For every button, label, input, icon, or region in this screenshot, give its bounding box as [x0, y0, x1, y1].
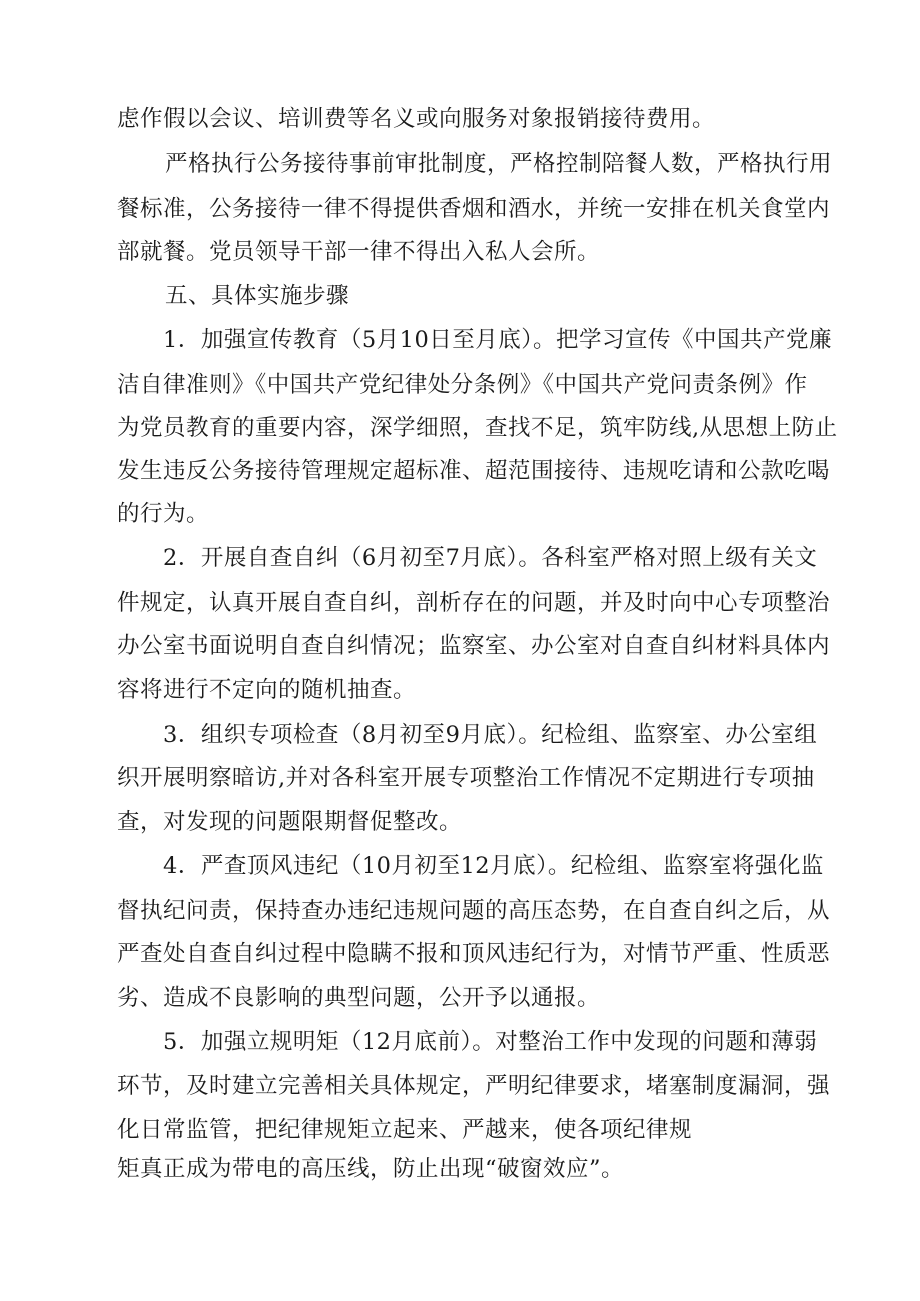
- step-1-heading-line: 1．加强宣传教育（5月10日至月底）。把学习宣传《中国共产党廉: [163, 327, 833, 353]
- text-line: 织开展明察暗访,并对各科室开展专项整治工作情况不定期进行专项抽: [117, 765, 815, 791]
- text-line: 洁自律准则》《中国共产党纪律处分条例》《中国共产党问责条例》作: [117, 372, 808, 398]
- text-line: 督执纪问责，保持查办违纪违规问题的高压态势，在自查自纠之后，从: [117, 898, 831, 924]
- step-2-heading-line: 2．开展自查自纠（6月初至7月底）。各科室严格对照上级有关文: [163, 545, 818, 571]
- step-4-heading-line: 4．严查顶风违纪（10月初至12月底）。纪检组、监察室将强化监: [163, 853, 824, 879]
- text-line: 劣、造成不良影响的典型问题，公开予以通报。: [117, 985, 601, 1011]
- text-line: 为党员教育的重要内容，深学细照，查找不足，筑牢防线,从思想上防止: [117, 415, 838, 441]
- text-line: 发生违反公务接待管理规定超标准、超范围接待、违规吃请和公款吃喝: [117, 458, 831, 484]
- text-line: 虑作假以会议、培训费等名义或向服务对象报销接待费用。: [117, 106, 716, 132]
- text-line: 部就餐。党员领导干部一律不得出入私人会所。: [117, 239, 601, 265]
- text-line: 件规定，认真开展自查自纠，剖析存在的问题，并及时向中心专项整治: [117, 590, 831, 616]
- text-line: 办公室书面说明自查自纠情况；监察室、办公室对自查自纠材料具体内: [117, 633, 831, 659]
- section-heading: 五、具体实施步骤: [165, 283, 350, 309]
- text-line: 的行为。: [117, 501, 210, 527]
- text-line: 化日常监管，把纪律规矩立起来、严越来，使各项纪律规: [117, 1117, 693, 1143]
- text-line: 查，对发现的问题限期督促整改。: [117, 809, 463, 835]
- text-line: 环节，及时建立完善相关具体规定，严明纪律要求，堵塞制度漏洞，强: [117, 1073, 831, 1099]
- step-3-heading-line: 3．组织专项检查（8月初至9月底）。纪检组、监察室、办公室组: [163, 722, 818, 748]
- step-5-heading-line: 5．加强立规明矩（12月底前）。对整治工作中发现的问题和薄弱: [163, 1029, 818, 1055]
- text-line: 矩真正成为带电的高压线，防止出现“破窗效应”。: [117, 1156, 625, 1182]
- text-line: 严查处自查自纠过程中隐瞒不报和顶风违纪行为，对情节严重、性质恶: [117, 941, 831, 967]
- paragraph-first-line: 严格执行公务接待事前审批制度，严格控制陪餐人数，严格执行用: [165, 151, 833, 177]
- text-line: 餐标准，公务接待一律不得提供香烟和酒水，并统一安排在机关食堂内: [117, 196, 831, 222]
- text-line: 容将进行不定向的随机抽查。: [117, 677, 417, 703]
